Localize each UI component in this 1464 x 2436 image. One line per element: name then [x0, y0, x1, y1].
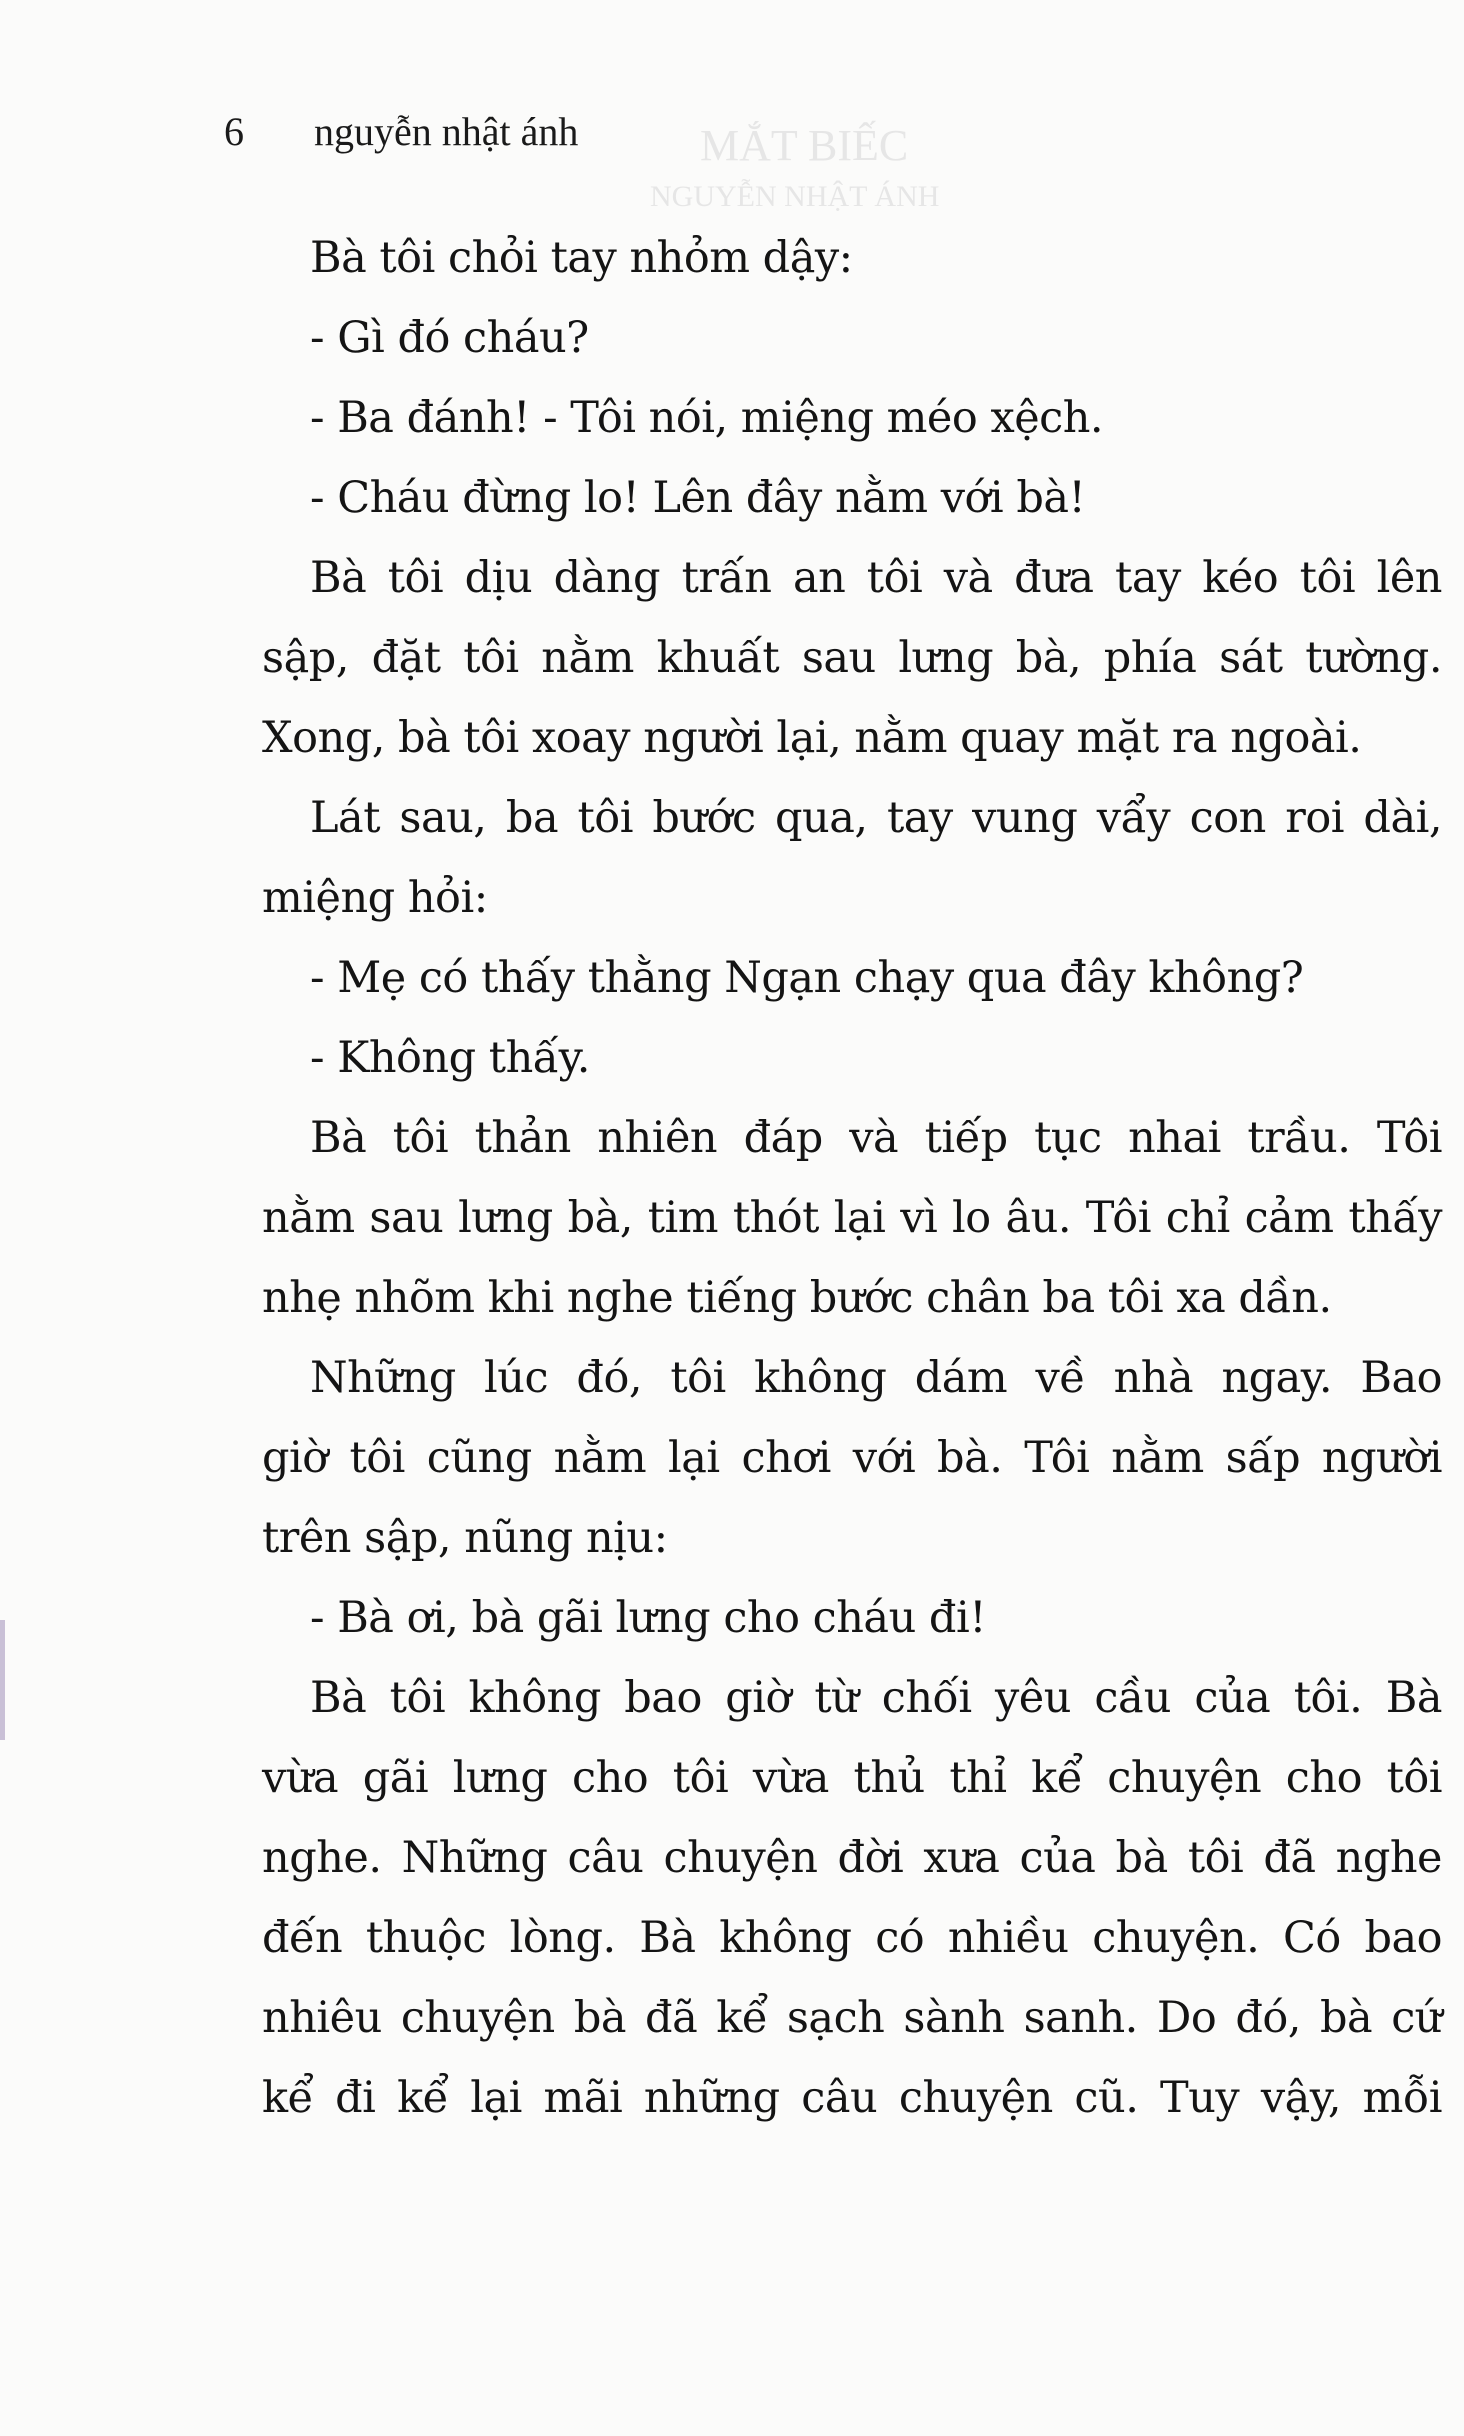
text-line: miệng hỏi:: [262, 873, 488, 923]
page-number: 6: [224, 109, 244, 154]
bleed-through-subtitle: NGUYỄN NHẬT ÁNH: [650, 180, 940, 213]
text-line: Bà tôi thản nhiên đáp và tiếp tục nhai trầu. Tôi: [310, 1113, 1442, 1163]
text-line: nhiêu chuyện bà đã kể sạch sành sanh. Do đó, bà cứ: [262, 1993, 1442, 2043]
text-line: vừa gãi lưng cho tôi vừa thủ thỉ kể chuyện cho tôi: [262, 1753, 1442, 1803]
dialogue-line: - Cháu đừng lo! Lên đây nằm với bà!: [310, 473, 1086, 523]
text-line: kể đi kể lại mãi những câu chuyện cũ. Tuy vậy, mỗi: [262, 2073, 1442, 2123]
running-head: [224, 108, 578, 155]
text-line: giờ tôi cũng nằm lại chơi với bà. Tôi nằm sấp người: [262, 1433, 1442, 1483]
text-line: Bà tôi dịu dàng trấn an tôi và đưa tay kéo tôi lên: [310, 553, 1442, 603]
text-line: Bà tôi chỏi tay nhỏm dậy:: [310, 233, 853, 283]
dialogue-line: - Bà ơi, bà gãi lưng cho cháu đi!: [310, 1593, 986, 1643]
text-line: nằm sau lưng bà, tim thót lại vì lo âu. Tôi chỉ cảm thấy: [262, 1193, 1442, 1243]
text-line: nhẹ nhõm khi nghe tiếng bước chân ba tôi xa dần.: [262, 1273, 1332, 1323]
text-line: trên sập, nũng nịu:: [262, 1513, 668, 1563]
text-line: Xong, bà tôi xoay người lại, nằm quay mặt ra ngoài.: [262, 713, 1362, 763]
dialogue-line: - Mẹ có thấy thằng Ngạn chạy qua đây không?: [310, 953, 1304, 1003]
text-line: Bà tôi không bao giờ từ chối yêu cầu của tôi. Bà: [310, 1673, 1442, 1723]
text-line: đến thuộc lòng. Bà không có nhiều chuyện. Có bao: [262, 1913, 1442, 1963]
text-line: sập, đặt tôi nằm khuất sau lưng bà, phía sát tường.: [262, 633, 1442, 683]
bleed-through-title: MẮT BIẾC: [700, 121, 909, 170]
text-line: Những lúc đó, tôi không dám về nhà ngay. Bao: [310, 1353, 1442, 1403]
author-name: nguyễn nhật ánh: [314, 109, 579, 154]
page-edge-mark: [0, 1620, 5, 1740]
text-line: nghe. Những câu chuyện đời xưa của bà tôi đã nghe: [262, 1833, 1442, 1883]
dialogue-line: - Không thấy.: [310, 1033, 590, 1083]
text-line: Lát sau, ba tôi bước qua, tay vung vẩy con roi dài,: [310, 793, 1442, 843]
dialogue-line: - Ba đánh! - Tôi nói, miệng méo xệch.: [310, 393, 1104, 443]
dialogue-line: - Gì đó cháu?: [310, 313, 589, 363]
page-body: [262, 218, 1442, 2138]
